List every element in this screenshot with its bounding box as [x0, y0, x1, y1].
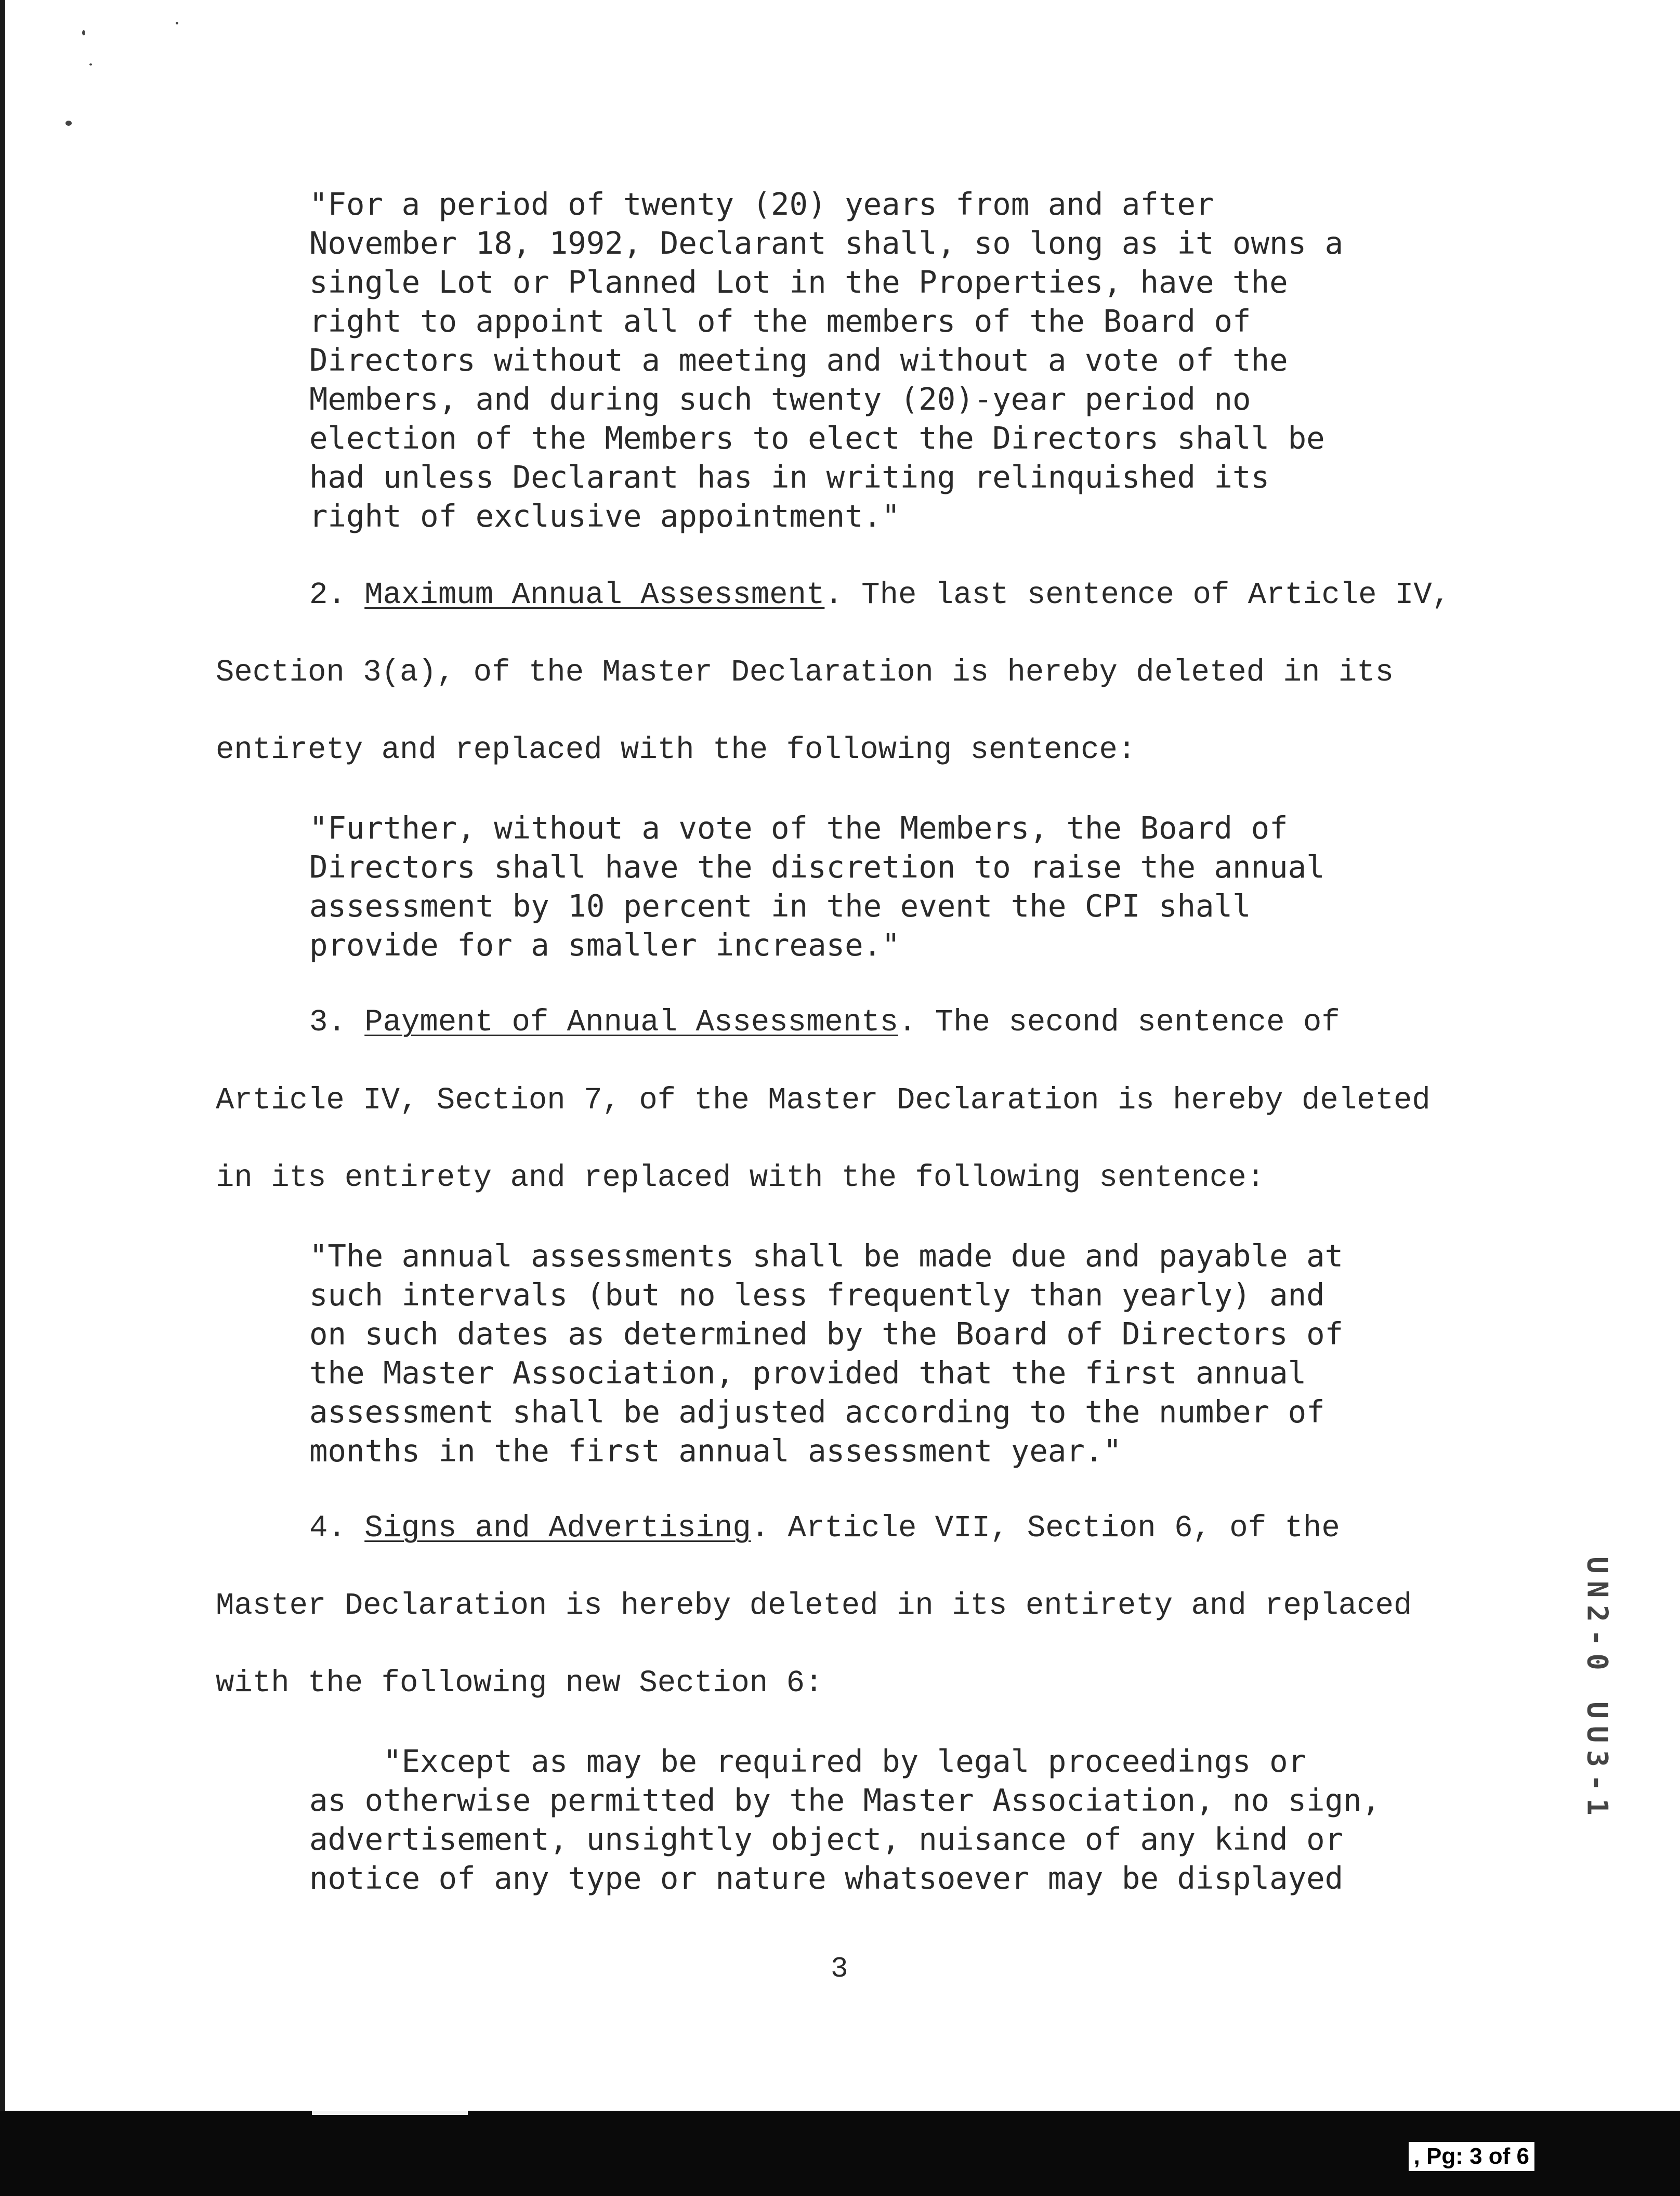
quote-block-declarant-appointment: "For a period of twenty (20) years from and after November 18, 1992, Declarant shall, so long as it owns a single Lot or Planned Lot in the Properties, have the right to appoint all of the members of the Board of Directors without a meeting and without a vote of the Members, and during such twenty (20)-year period no election of the Members to elect the Directors shall be had unless Declarant has in writing relinquished its right of exclusive appointment." — [309, 186, 1344, 534]
quote-block-maximum-assessment: "Further, without a vote of the Members, the Board of Directors shall have the discretion to raise the annual assessment by 10 percent in the event the CPI shall provide for a smaller increase." — [309, 810, 1325, 963]
margin-recording-stamp — [1574, 1508, 1621, 1872]
scan-speck — [82, 30, 85, 35]
quote-block-payment-assessments: "The annual assessments shall be made due and payable at such intervals (but no less frequently than yearly) and on such dates as determined by the Board of Directors of the Master Association, provided that the first annual assessment shall be adjusted according to the number of months in the first annual assessment year." — [309, 1238, 1344, 1469]
section-4-line-3: with the following new Section 6: — [216, 1666, 823, 1701]
scan-speck — [176, 22, 178, 24]
section-4-number: 4. — [309, 1511, 346, 1546]
section-4-line-1-text: . Article VII, Section 6, of the — [751, 1511, 1340, 1546]
section-2-line-2: Section 3(a), of the Master Declaration is hereby deleted in its — [216, 655, 1394, 690]
scan-footer-mark — [312, 2111, 468, 2115]
section-3-heading: Payment of Annual Assessments — [364, 1005, 898, 1040]
section-2-heading: Maximum Annual Assessment — [364, 578, 825, 612]
scan-footer-bar — [0, 2111, 1680, 2196]
section-4-heading: Signs and Advertising — [364, 1511, 751, 1546]
page-count-label: , Pg: 3 of 6 — [1409, 2142, 1534, 2171]
section-2-line-1-text: . The last sentence of Article IV, — [824, 578, 1451, 612]
section-3-number: 3. — [309, 1005, 346, 1040]
section-3-line-3: in its entirety and replaced with the following sentence: — [216, 1160, 1265, 1195]
section-2-number: 2. — [309, 578, 346, 612]
page-number: 3 — [831, 1952, 848, 1985]
quote-block-signs-advertising: "Except as may be required by legal proceedings or as otherwise permitted by the Master Association, no sign, advertisement, unsightly object, nuisance of any kind or notice of any type or nature whatsoever may be displayed — [309, 1743, 1381, 1896]
scan-speck — [89, 63, 92, 66]
section-3-line-1-text: . The second sentence of — [898, 1005, 1340, 1040]
section-2-line-3: entirety and replaced with the following sentence: — [216, 733, 1136, 767]
margin-stamp-text: UN2-0 UU3-1 — [1581, 1557, 1614, 1823]
section-3-line-1 — [309, 1003, 1340, 1042]
section-3-line-2: Article IV, Section 7, of the Master Declaration is hereby deleted — [216, 1083, 1430, 1118]
scan-speck — [65, 121, 72, 126]
section-4-line-2: Master Declaration is hereby deleted in its entirety and replaced — [216, 1588, 1412, 1623]
section-2-line-1 — [309, 576, 1450, 615]
scan-left-border — [0, 0, 5, 2111]
section-4-line-1 — [309, 1509, 1340, 1548]
